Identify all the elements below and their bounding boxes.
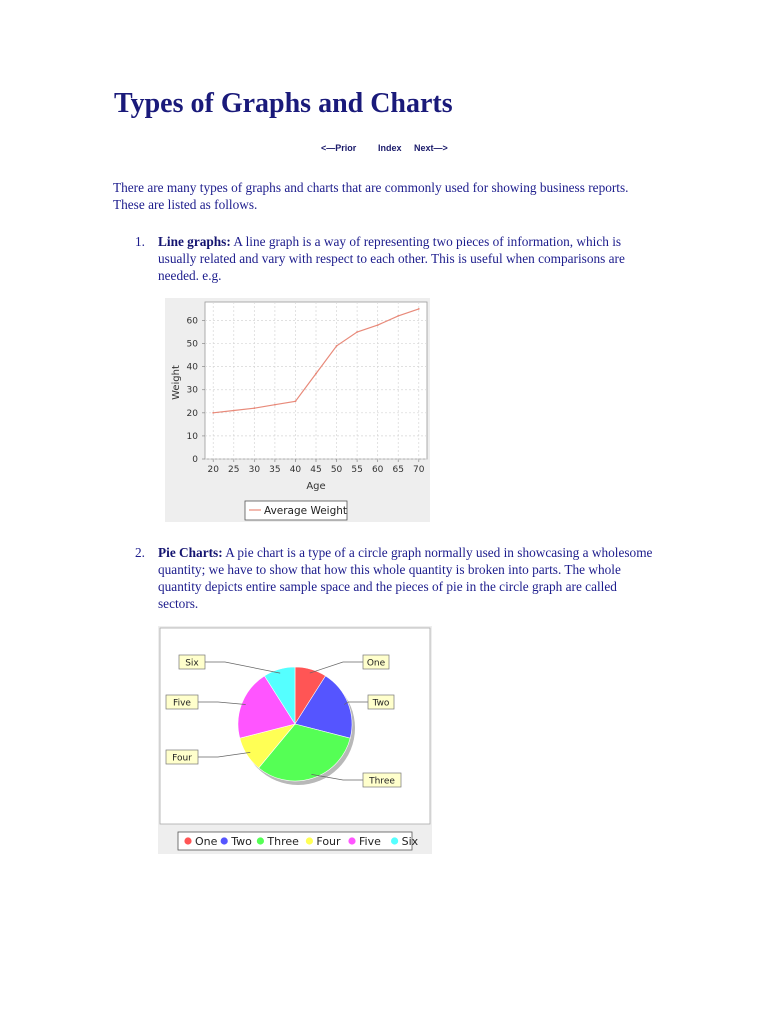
y-tick-label: 60 — [186, 316, 198, 327]
legend-label: Four — [316, 835, 341, 848]
line-chart — [165, 298, 430, 522]
pie-chart-svg — [158, 626, 432, 854]
x-tick-label: 40 — [289, 465, 302, 475]
legend-label: Six — [401, 835, 419, 848]
x-tick-label: 55 — [351, 465, 363, 475]
x-tick-label: 65 — [392, 465, 404, 475]
data-point — [295, 400, 297, 402]
data-point — [397, 315, 399, 317]
y-tick-label: 50 — [186, 339, 198, 350]
data-point — [253, 407, 255, 409]
data-point — [212, 412, 214, 414]
intro-paragraph: There are many types of graphs and charts that are commonly used for showing business reports. These are listed as follows. — [113, 180, 629, 212]
data-point — [418, 308, 420, 310]
x-tick-label: 30 — [248, 465, 261, 475]
data-point — [356, 331, 358, 333]
legend-swatch — [348, 837, 355, 844]
data-point — [336, 345, 338, 347]
list-item-heading: Line graphs: — [158, 234, 231, 249]
data-point — [233, 410, 235, 412]
legend-label: Five — [359, 835, 381, 848]
y-tick-label: 10 — [186, 431, 198, 442]
x-tick-label: 60 — [371, 465, 384, 475]
data-point — [377, 324, 379, 326]
list-item-line-graphs — [158, 233, 658, 284]
legend-label: One — [195, 835, 218, 848]
y-tick-label: 40 — [186, 362, 198, 373]
slice-label: Six — [185, 658, 199, 669]
legend-swatch — [184, 837, 191, 844]
page-navigation — [0, 143, 768, 157]
index-link[interactable]: Index — [378, 143, 402, 153]
y-tick-label: 0 — [192, 455, 198, 465]
pie-chart — [158, 626, 432, 854]
legend-label: Two — [231, 835, 252, 848]
x-tick-label: 25 — [228, 465, 240, 475]
list-item-heading: Pie Charts: — [158, 545, 223, 560]
list-item-pie-charts — [158, 544, 658, 612]
y-axis-label: Weight — [171, 365, 182, 400]
list-item-body: A line graph is a way of representing two pieces of information, which is usually related and vary with respect to each other. This is useful when comparisons are needed. e.g. — [158, 234, 625, 283]
y-tick-label: 20 — [186, 408, 198, 419]
page-title: Types of Graphs and Charts — [114, 88, 453, 119]
list-item-number: 2. — [135, 545, 145, 560]
slice-label: Three — [369, 776, 395, 787]
legend-swatch — [257, 837, 264, 844]
x-tick-label: 50 — [330, 465, 343, 475]
slice-label: Two — [372, 698, 390, 709]
x-tick-label: 45 — [310, 465, 322, 475]
line-chart-svg — [165, 298, 430, 522]
legend-swatch — [391, 837, 398, 844]
slice-label: Four — [172, 753, 192, 764]
x-axis-label: Age — [306, 481, 326, 492]
legend-label: Three — [267, 835, 299, 848]
slice-label: One — [366, 658, 386, 669]
x-tick-label: 35 — [269, 465, 281, 475]
x-tick-label: 20 — [207, 465, 219, 475]
prior-link[interactable]: <—Prior — [321, 143, 357, 153]
x-tick-label: 70 — [413, 465, 425, 475]
legend-label: Average Weight — [264, 505, 348, 517]
data-point — [315, 373, 317, 375]
legend-swatch — [306, 837, 313, 844]
slice-label: Five — [173, 698, 191, 709]
data-point — [274, 404, 276, 406]
y-tick-label: 30 — [186, 385, 198, 396]
next-link[interactable]: Next—> — [414, 143, 448, 153]
legend-swatch — [221, 837, 228, 844]
list-item-body: A pie chart is a type of a circle graph normally used in showcasing a wholesome quantity; we have to show that how this whole quantity is broken into parts. The whole quantity depicts entire sample space and the pieces of pie in the circle graph are called sectors. — [158, 545, 653, 611]
list-item-number: 1. — [135, 234, 145, 249]
